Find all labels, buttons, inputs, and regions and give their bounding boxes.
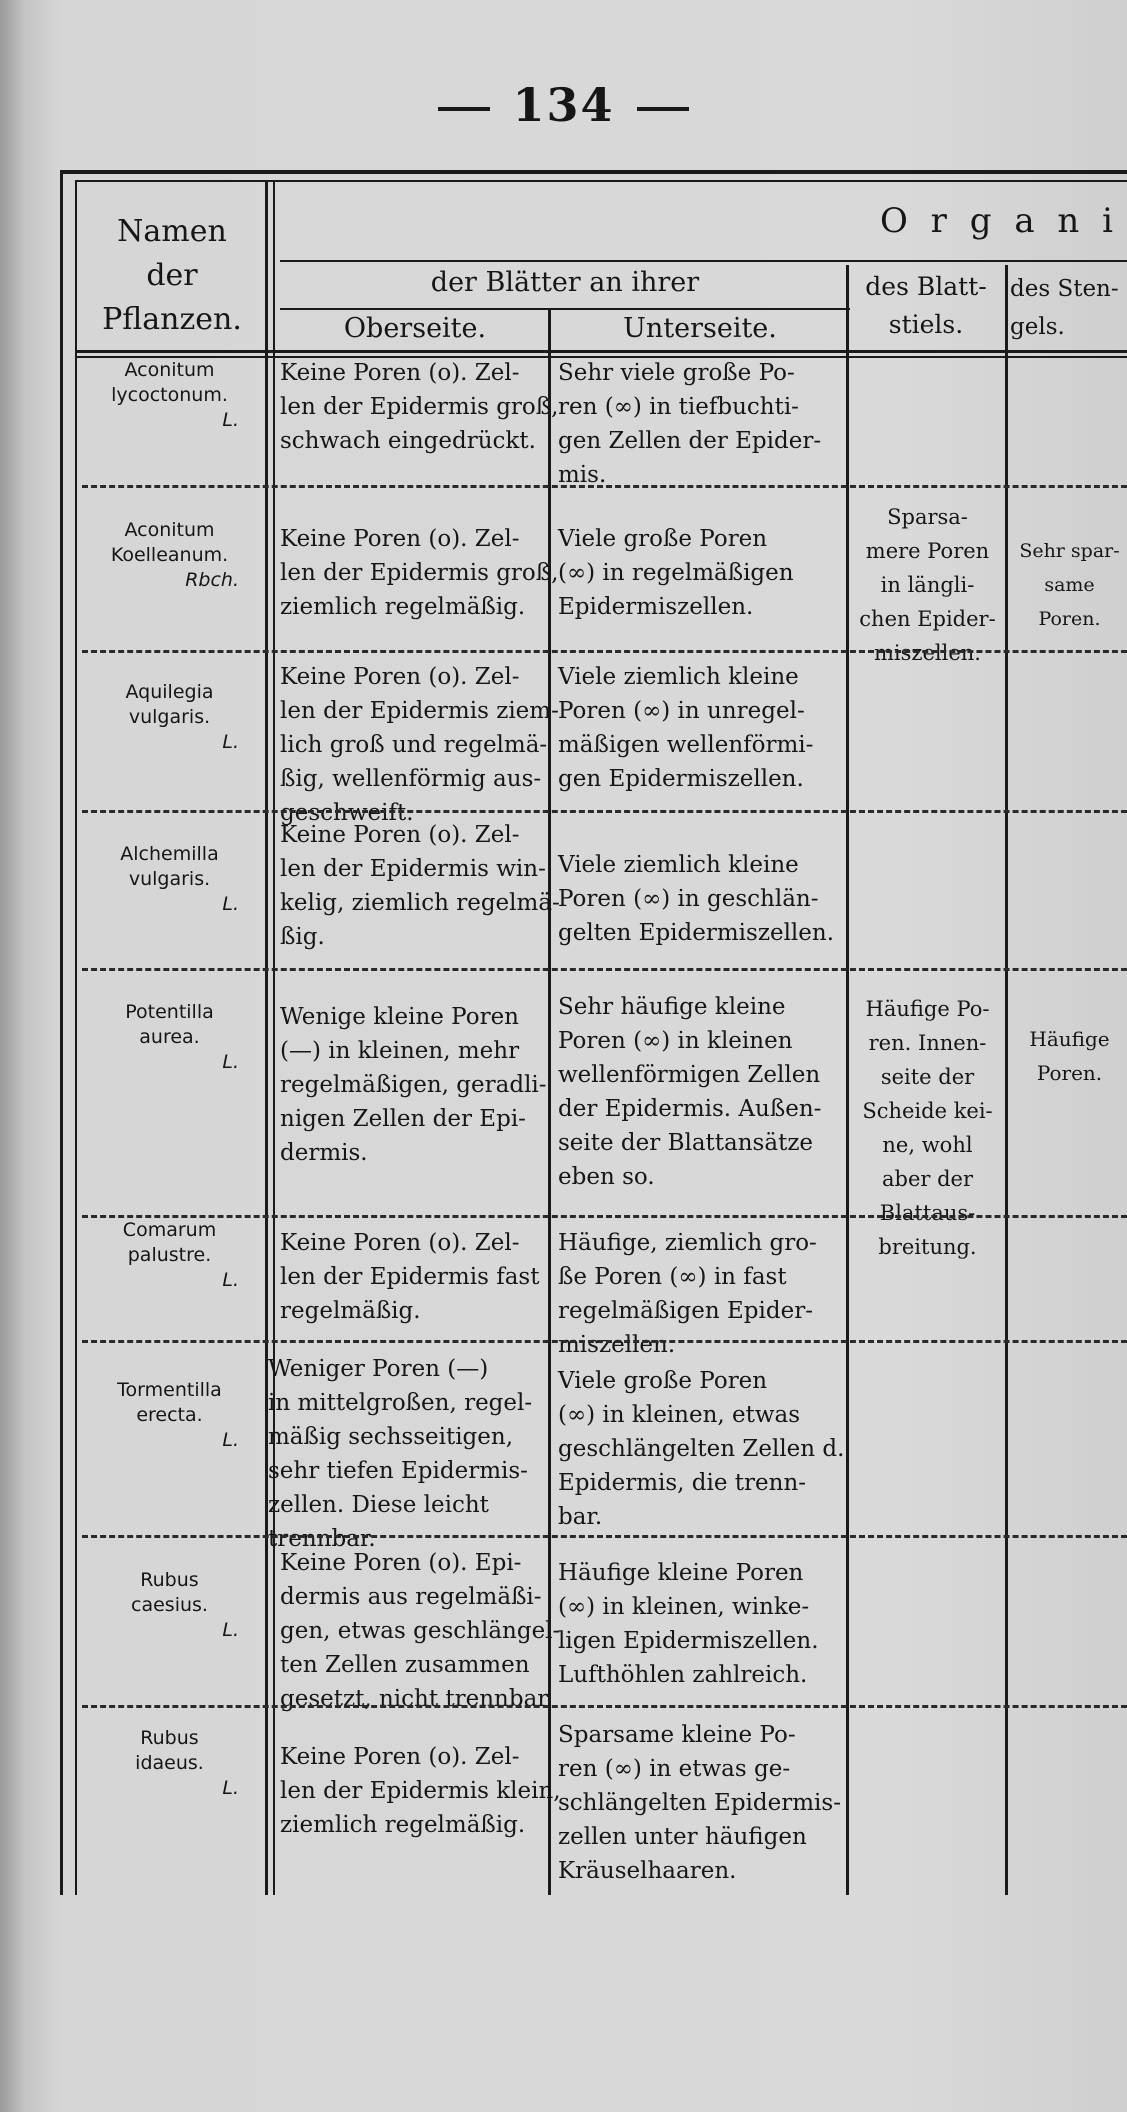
dash-right (637, 107, 689, 111)
ober-cell: Wenige kleine Poren (—) in kleinen, mehr regelmäßigen, geradli- nigen Zellen der Epi- dermis. (280, 1004, 547, 1166)
unter-cell: Viele große Poren (∞) in kleinen, etwas geschlängelten Zellen d. Epidermis, die trenn- bar. (558, 1368, 845, 1530)
table-top-rule-inner (75, 180, 1127, 182)
stengel-cell: Sehr spar- same Poren. (1019, 540, 1120, 630)
table-top-rule (60, 170, 1127, 174)
names-column-rule-inner (273, 180, 275, 1895)
plant-name: Potentilla aurea. L. (125, 1001, 239, 1073)
row-separator (82, 968, 1127, 971)
plant-name: Tormentilla erecta. L. (117, 1379, 239, 1451)
header-blaetter: der Blätter an ihrer (430, 267, 700, 298)
plant-name: Aquilegia vulgaris. L. (125, 681, 239, 753)
plant-name: Rubus idaeus. L. (135, 1727, 239, 1799)
ober-cell: Keine Poren (o). Zel- len der Epidermis groß, ziemlich regelmäßig. (280, 526, 559, 620)
unter-cell: Sehr viele große Po- ren (∞) in tiefbuchti- gen Zellen der Epider- mis. (558, 360, 822, 488)
stengel-cell: Häufige Poren. (1029, 1027, 1110, 1085)
unter-cell: Sehr häufige kleine Poren (∞) in kleinen wellenförmigen Zellen der Epidermis. Außen- seite der Blattansätze eben so. (558, 994, 822, 1190)
row-separator (82, 485, 1127, 488)
unter-cell: Viele ziemlich kleine Poren (∞) in unregel- mäßigen wellenförmi- gen Epidermiszellen. (558, 664, 814, 792)
stiel-cell: Häufige Po- ren. Innen- seite der Scheide kei- ne, wohl aber der Blattaus- breitung. (862, 997, 993, 1259)
ober-cell: Keine Poren (o). Zel- len der Epidermis ziem- lich groß und regelmä- ßig, wellenförmig aus- geschweift. (280, 664, 559, 826)
row-separator (82, 650, 1127, 653)
header-stengel: des Sten- gels. (1010, 276, 1119, 340)
plant-name: Aconitum lycoctonum. L. (111, 359, 239, 431)
unter-stiel-rule (846, 265, 849, 1895)
row-separator (82, 1705, 1127, 1708)
organ-sub-rule (280, 260, 1127, 262)
page-number: 134 (0, 78, 1127, 132)
row-separator (82, 1535, 1127, 1538)
unter-cell: Häufige, ziemlich gro- ße Poren (∞) in fast regelmäßigen Epider- miszellen. (558, 1230, 817, 1358)
leaf-sub-rule (280, 308, 850, 310)
row-separator (82, 1340, 1127, 1343)
table-left-rule-inner (75, 180, 77, 1895)
unter-cell: Sparsame kleine Po- ren (∞) in etwas ge- schlängelten Epidermis- zellen unter häufigen Kräuselhaaren. (558, 1722, 841, 1884)
unter-cell: Viele große Poren (∞) in regelmäßigen Epidermiszellen. (558, 526, 794, 620)
plant-name: Alchemilla vulgaris. L. (120, 843, 239, 915)
plant-name: Comarum palustre. L. (122, 1219, 239, 1291)
dash-left (438, 107, 490, 111)
plant-name: Rubus caesius. L. (131, 1569, 239, 1641)
header-oberseite: Oberseite. (343, 313, 487, 344)
plant-name: Aconitum Koelleanum. Rbch. (110, 519, 239, 591)
stiel-stengel-rule (1005, 265, 1008, 1895)
table-left-rule (60, 170, 63, 1895)
ober-cell: Keine Poren (o). Epi- dermis aus regelmäßi- gen, etwas geschlängel- ten Zellen zusammen gesetzt, nicht trennbar. (280, 1550, 561, 1712)
header-namen: Namen der Pflanzen. (102, 214, 242, 337)
ober-cell: Keine Poren (o). Zel- len der Epidermis fast regelmäßig. (280, 1230, 540, 1324)
unter-cell: Häufige kleine Poren (∞) in kleinen, winke- ligen Epidermiszellen. Lufthöhlen zahlreich. (558, 1560, 819, 1688)
header-unterseite: Unterseite. (623, 313, 777, 344)
ober-cell: Keine Poren (o). Zel- len der Epidermis klein, ziemlich regelmäßig. (280, 1744, 561, 1838)
stiel-cell: Sparsa- mere Poren in längli- chen Epider- miszellen. (859, 505, 996, 665)
ober-cell: Keine Poren (o). Zel- len der Epidermis win- kelig, ziemlich regelmä- ßig. (280, 822, 560, 950)
header-organi: O r g a n i (880, 201, 1119, 241)
names-column-rule (265, 180, 268, 1895)
ober-cell: Weniger Poren (—) in mittelgroßen, regel- mäßig sechsseitigen, sehr tiefen Epidermis- zellen. Diese leicht trennbar. (268, 1356, 533, 1552)
header-bottom-rule (75, 350, 1127, 353)
ober-cell: Keine Poren (o). Zel- len der Epidermis groß, schwach eingedrückt. (280, 360, 559, 454)
header-blattstiel: des Blatt- stiels. (865, 272, 987, 339)
row-separator (82, 810, 1127, 813)
unter-cell: Viele ziemlich kleine Poren (∞) in geschlän- gelten Epidermiszellen. (558, 852, 835, 946)
